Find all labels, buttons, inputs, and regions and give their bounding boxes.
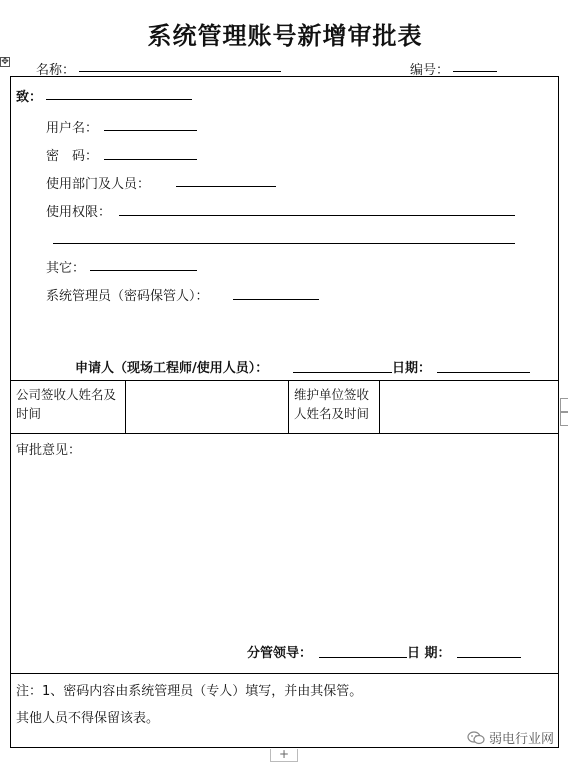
permission-label: 使用权限： [46, 205, 112, 220]
password-label: 密 码： [46, 149, 99, 164]
to-label: 致： [16, 90, 43, 105]
permission-field-line-1[interactable] [119, 215, 515, 216]
approval-date-field[interactable] [457, 657, 521, 658]
watermark [467, 728, 554, 747]
number-label: 编号： [410, 63, 450, 78]
applicant-date-label: 日期： [392, 361, 432, 376]
row-extend-handle[interactable] [560, 412, 568, 426]
approval-form-table [10, 76, 559, 748]
admin-label: 系统管理员（密码保管人）： [46, 289, 209, 304]
number-field[interactable] [453, 71, 497, 72]
department-label: 使用部门及人员： [46, 177, 151, 192]
applicant-field[interactable] [293, 372, 392, 373]
note-line-2: 其他人员不得保留该表。 [16, 711, 160, 726]
username-label: 用户名： [46, 121, 99, 136]
admin-field[interactable] [233, 299, 319, 300]
approval-opinion-label: 审批意见： [16, 443, 82, 458]
watermark-text: 弱电行业网 [488, 732, 554, 747]
note-line-1: 注：1、密码内容由系统管理员（专人）填写，并由其保管。 [16, 684, 363, 699]
other-field[interactable] [90, 270, 197, 271]
approval-opinion-area[interactable] [16, 459, 553, 639]
to-field[interactable] [46, 99, 192, 100]
leader-label: 分管领导： [247, 646, 313, 661]
row-extend-handle[interactable] [560, 398, 568, 412]
section-divider [11, 433, 558, 434]
maintenance-receiver-cell[interactable] [380, 381, 558, 433]
add-row-icon[interactable]: + [270, 749, 298, 762]
column-divider [288, 380, 289, 433]
wechat-icon [467, 731, 485, 745]
company-receiver-label: 公司签收人姓名及时间 [16, 387, 117, 421]
name-label: 名称： [36, 63, 76, 78]
section-divider [11, 673, 558, 674]
username-field[interactable] [104, 130, 197, 131]
applicant-label: 申请人（现场工程师/使用人员）： [75, 361, 269, 376]
applicant-date-field[interactable] [437, 372, 530, 373]
permission-field-line-2[interactable] [53, 243, 515, 244]
approval-date-label: 日 期： [407, 646, 451, 661]
maintenance-receiver-label: 维护单位签收人姓名及时间 [294, 387, 370, 421]
password-field[interactable] [104, 159, 197, 160]
other-label: 其它： [46, 261, 86, 276]
name-field[interactable] [79, 71, 281, 72]
company-receiver-cell[interactable] [126, 381, 288, 433]
table-move-handle-icon[interactable]: ✥ [1, 57, 9, 67]
leader-field[interactable] [319, 657, 407, 658]
document-title: 系统管理账号新增审批表 [147, 22, 423, 50]
department-field[interactable] [176, 186, 276, 187]
